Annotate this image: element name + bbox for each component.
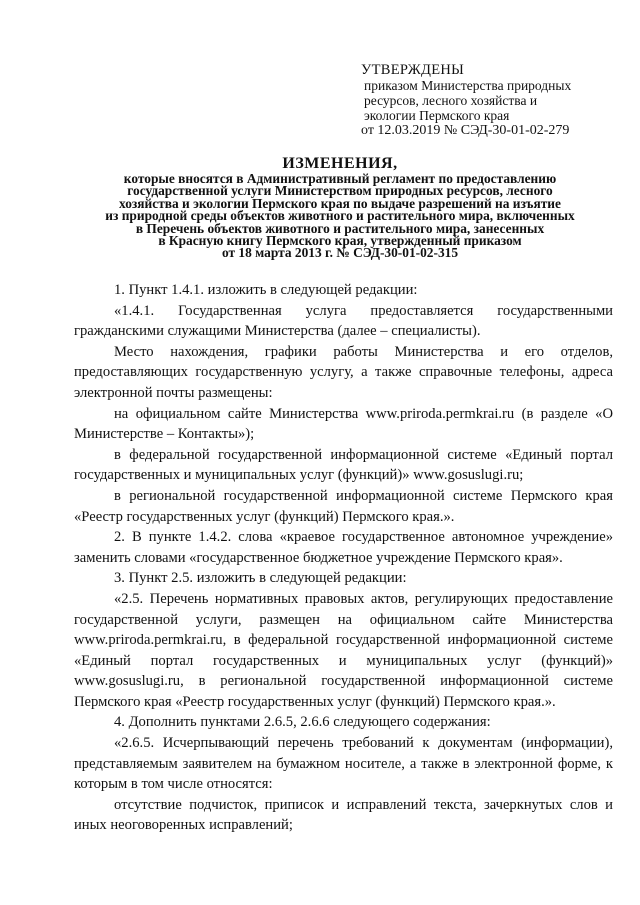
approval-line: ресурсов, лесного хозяйства и (364, 93, 538, 108)
title-line: в Перечень объектов животного и растительного мира, занесенных (135, 220, 545, 236)
approval-line: приказом Министерства природных (364, 78, 572, 93)
approval-line: экологии Пермского края (364, 108, 510, 123)
document-body (74, 280, 613, 836)
paragraph: Место нахождения, графики работы Министерства и его отделов, предоставляющих государственную услугу, а также справочные телефоны, адреса электронной почты размещены: (74, 343, 613, 401)
title-line: от 18 марта 2013 г. № СЭД-30-01-02-315 (221, 245, 459, 261)
paragraph: 3. Пункт 2.5. изложить в следующей редакции: (114, 570, 407, 587)
paragraph: «2.5. Перечень нормативных правовых актов, регулирующих предоставление государственной услуги, размещен на официальном сайте Министерства www.priroda.permkrai.ru, в федеральной государственной информационной системе «Единый портал государственных и муниципальных услуг (функций)» www.gosuslugi.ru, в региональной государственной информационной системе Пермского края «Реестр государственных услуг (функций) Пермского края.». (74, 590, 613, 710)
paragraph: в федеральной государственной информационной системе «Единый портал государственных и муниципальных услуг (функций)» www.gosuslugi.ru; (74, 446, 613, 484)
title-line: в Красную книгу Пермского края, утвержденный приказом (158, 233, 522, 249)
paragraph: 4. Дополнить пунктами 2.6.5, 2.6.6 следующего содержания: (114, 714, 491, 731)
approval-heading: УТВЕРЖДЕНЫ (361, 62, 465, 78)
title-line: которые вносятся в Административный регламент по предоставлению (123, 171, 557, 186)
paragraph: на официальном сайте Министерства www.priroda.permkrai.ru (в разделе «О Министерстве – Контакты»); (74, 405, 613, 443)
paragraph: отсутствие подчисток, приписок и исправлений текста, зачеркнутых слов и иных неоговоренных исправлений; (74, 796, 613, 834)
paragraph: 2. В пункте 1.4.2. слова «краевое государственное автономное учреждение» заменить словами «государственное бюджетное учреждение Пермского края». (74, 529, 613, 566)
document-title (70, 155, 610, 260)
title-line: из природной среды объектов животного и растительного мира, включенных (105, 208, 575, 224)
title-line: государственной услуги Министерством природных ресурсов, лесного (127, 183, 553, 199)
paragraph: в региональной государственной информационной системе Пермского края «Реестр государственных услуг (функций) Пермского края.». (74, 487, 613, 525)
title-heading: ИЗМЕНЕНИЯ, (282, 155, 398, 172)
paragraph: 1. Пункт 1.4.1. изложить в следующей редакции: (114, 282, 418, 298)
approval-stamp (361, 63, 621, 138)
title-line: хозяйства и экологии Пермского края по выдаче разрешений на изъятие (119, 195, 561, 211)
approval-date: от 12.03.2019 № СЭД-30-01-02-279 (361, 123, 570, 138)
paragraph: «1.4.1. Государственная услуга предоставляется государственными гражданскими служащими Министерства (далее – специалисты). (74, 302, 613, 340)
paragraph: «2.6.5. Исчерпывающий перечень требований к документам (информации), представляемым заявителем на бумажном носителе, а также в электронной форме, к которым в том числе относятся: (74, 735, 613, 793)
